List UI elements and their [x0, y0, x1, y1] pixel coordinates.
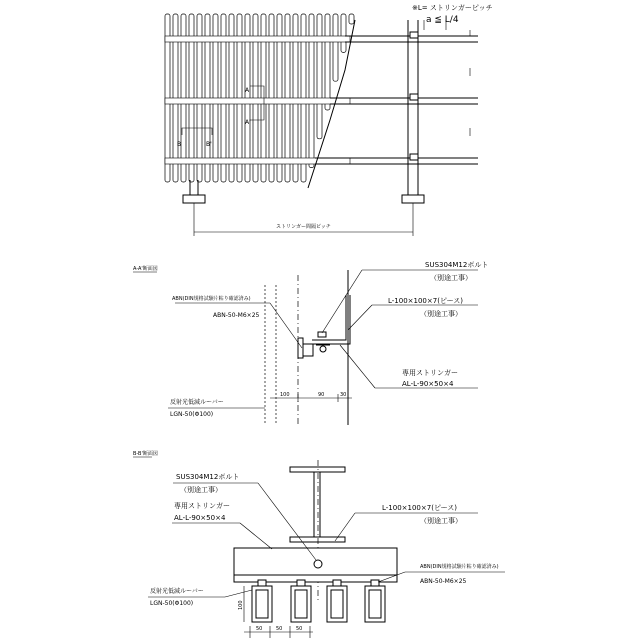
pitch-label: ストリンガー間隔ピッチ: [276, 224, 331, 230]
bb-anchor-spec: ABN-50-M6×25: [420, 578, 467, 585]
bb-louver-spec: LGN-50(Φ100): [150, 600, 194, 607]
bb-dim-height: 100: [238, 600, 244, 610]
aa-angle-label: L-100×100×7(ピース): [388, 297, 464, 305]
bb-stringer-label: 専用ストリンガー: [174, 502, 230, 510]
aa-dim-2: 90: [318, 392, 325, 398]
stringer-pitch-note: ※L= ストリンガーピッチ: [412, 4, 493, 12]
aa-louver-label: 反射光低減ルーバー: [170, 399, 224, 406]
aa-bolt-note: （別途工事）: [430, 274, 472, 282]
aa-angle-note: （別途工事）: [420, 310, 462, 318]
stringer-rail: [165, 36, 350, 42]
louver-slat: [341, 14, 346, 52]
aa-louver-spec: LGN-50(Φ100): [170, 411, 214, 418]
section-mark-b-prime: B': [206, 141, 212, 148]
bb-stringer-spec: AL-L-90×50×4: [174, 514, 226, 522]
stringer-rail: [165, 98, 350, 104]
aa-dim-1: 100: [280, 392, 290, 398]
aa-anchor-label: ABN(DIN規格試験片粘り確認済み): [172, 296, 251, 302]
section-mark-a-prime: A': [245, 119, 251, 126]
section-bb-title: B-B'断面図: [133, 451, 158, 457]
louver-slat: [333, 14, 338, 81]
bb-dim-2: 50: [276, 626, 283, 632]
aa-anchor-spec: ABN-50-M6×25: [213, 312, 260, 319]
spacing-label: a ≦ L/4: [426, 15, 459, 25]
bb-bolt-note: （別途工事）: [180, 486, 222, 494]
section-mark-b: B: [177, 141, 182, 148]
bb-dim-3: 50: [296, 626, 303, 632]
louver-slat: [325, 14, 330, 110]
section-aa: [133, 261, 488, 425]
aa-bolt-label: SUS304M12ボルト: [425, 261, 489, 269]
section-aa-title: A-A'断面図: [133, 266, 158, 272]
louver-slat: [349, 14, 354, 24]
bb-louver-label: 反射光低減ルーバー: [150, 588, 204, 595]
bb-louvers: [252, 580, 385, 622]
bb-dim-1: 50: [256, 626, 263, 632]
louver-slat: [317, 14, 322, 139]
louver-panel: [165, 14, 354, 182]
section-bb: [133, 450, 505, 638]
bb-bolt-label: SUS304M12ボルト: [176, 473, 240, 481]
stringer-rail: [165, 158, 350, 164]
plan-view: [165, 4, 493, 236]
section-mark-a: A: [245, 87, 250, 94]
aa-dim-3: 30: [340, 392, 347, 398]
bb-angle-note: （別途工事）: [420, 517, 462, 525]
bb-angle-label: L-100×100×7(ピース): [382, 504, 458, 512]
aa-stringer-label: 専用ストリンガー: [402, 369, 458, 377]
bb-anchor-label: ABN(DIN規格試験片粘り確認済み): [420, 564, 499, 570]
aa-stringer-spec: AL-L-90×50×4: [402, 380, 454, 388]
